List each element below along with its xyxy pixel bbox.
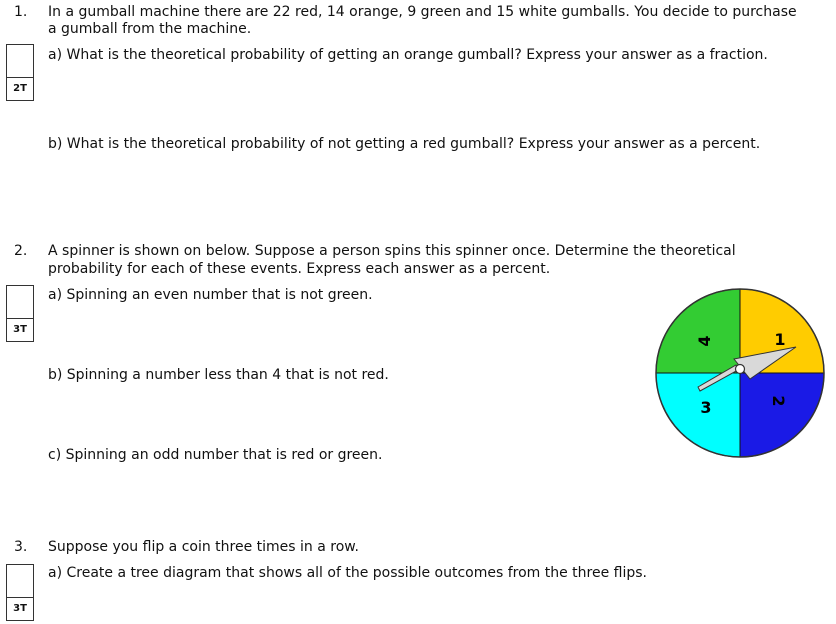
spinner-diagram — [654, 287, 826, 459]
spinner-section-4 — [656, 289, 740, 373]
q1-stem-line2: a gumball from the machine. — [48, 21, 252, 37]
q3-marks-label: 3T — [6, 598, 34, 621]
q1-marks-box — [6, 44, 34, 101]
q2-stem-line1: A spinner is shown on below. Suppose a person spins this spinner once. Determine the theoretical — [48, 243, 736, 259]
spinner-label-4: 4 — [695, 335, 714, 347]
q1-marks-label: 2T — [6, 78, 34, 101]
q3-stem: Suppose you flip a coin three times in a row. — [48, 539, 359, 555]
q2-part-c: c) Spinning an odd number that is red or green. — [48, 447, 383, 463]
q2-marks-label: 3T — [6, 319, 34, 342]
spinner-label-1: 1 — [774, 330, 786, 349]
spinner-label-3: 3 — [700, 398, 712, 417]
q1-part-b: b) What is the theoretical probability of not getting a red gumball? Express your answer as a percent. — [48, 136, 761, 152]
q2-part-a: a) Spinning an even number that is not green. — [48, 287, 373, 303]
spinner-section-3 — [656, 373, 740, 457]
spinner-pivot — [736, 365, 745, 374]
q1-number: 1. — [14, 4, 28, 20]
q2-marks-box — [6, 285, 34, 342]
q3-number: 3. — [14, 539, 28, 555]
spinner-section-2 — [740, 373, 824, 457]
q2-score-box[interactable] — [6, 285, 34, 319]
q3-part-a: a) Create a tree diagram that shows all of the possible outcomes from the three flips. — [48, 565, 647, 581]
q1-stem-line1: In a gumball machine there are 22 red, 14 orange, 9 green and 15 white gumballs. You decide to purchase — [48, 4, 797, 20]
q2-part-b: b) Spinning a number less than 4 that is not red. — [48, 367, 389, 383]
q3-score-box[interactable] — [6, 564, 34, 598]
q2-number: 2. — [14, 243, 28, 259]
q3-marks-box — [6, 564, 34, 621]
q1-score-box[interactable] — [6, 44, 34, 78]
q2-stem-line2: probability for each of these events. Express each answer as a percent. — [48, 261, 551, 277]
q1-part-a: a) What is the theoretical probability of getting an orange gumball? Express your answer as a fraction. — [48, 47, 768, 63]
spinner-label-2: 2 — [769, 395, 788, 407]
